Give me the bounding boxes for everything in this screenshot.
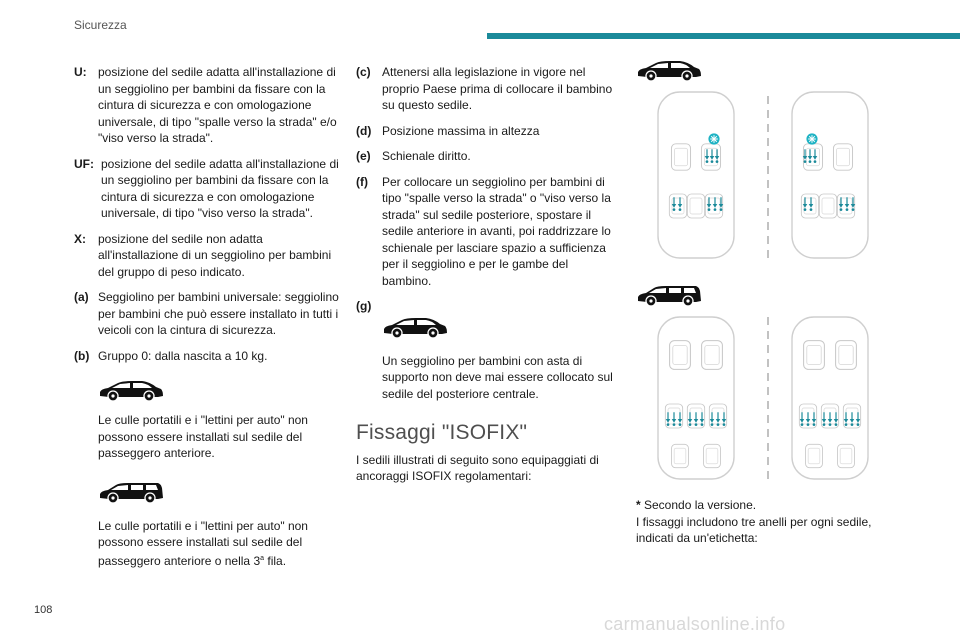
isofix-seat-diagram-wagon: [656, 313, 876, 483]
note-key: (a): [74, 290, 89, 304]
isofix-anchor-icon: [803, 197, 808, 211]
isofix-anchor-icon: [809, 197, 814, 211]
note-key: (e): [356, 149, 371, 163]
isofix-anchor-icon: [715, 149, 720, 163]
footnote-text: Secondo la versione.: [640, 498, 757, 512]
airbag-icon: [708, 133, 719, 144]
note-g: [356, 298, 618, 315]
column-right: [636, 64, 888, 547]
suv-car-icon: [98, 380, 344, 402]
column-middle: [356, 64, 618, 485]
section-header-title: Sicurezza: [74, 18, 127, 32]
suv-car-icon: [636, 60, 888, 82]
note-key: (c): [356, 65, 371, 79]
note-wagon-sup: a: [260, 554, 265, 562]
note-c: [356, 64, 618, 114]
isofix-anchor-icon: [713, 197, 718, 211]
note-text: Schienale diritto.: [382, 149, 471, 163]
note-text: Seggiolino per bambini universale: seggiolino per bambini che può essere installato in tutti i veicoli con la cintura di sicurezza.: [98, 290, 339, 337]
isofix-anchor-icon: [813, 149, 818, 163]
isofix-anchor-icon: [710, 149, 715, 163]
note-suv-text: Le culle portatili e i "lettini per auto" non possono essere installati sul sedile del passeggero anteriore.: [98, 413, 308, 460]
isofix-anchor-icon: [808, 149, 813, 163]
isofix-section-text: I sedili illustrati di seguito sono equipaggiati di ancoraggi ISOFIX regolamentari:: [356, 452, 599, 483]
car-topview-left: [658, 317, 734, 479]
note-d: [356, 123, 618, 140]
definition-text: posizione del sedile adatta all'installazione di un seggiolino per bambini da fissare con la cintura di sicurezza e con omologazione universale, di tipo "spalle verso la strada" e/o "viso verso la strada".: [98, 65, 337, 145]
isofix-rings-text: I fissaggi includono tre anelli per ogni sedile, indicati da un'etichetta:: [636, 514, 872, 545]
car-topview-right: [792, 317, 868, 479]
note-b: [74, 348, 344, 365]
definition-key: UF:: [74, 156, 94, 171]
isofix-anchor-icon: [839, 197, 844, 211]
isofix-anchor-icon: [678, 197, 683, 211]
definition-text: posizione del sedile adatta all'installazione di un seggiolino per bambini da fissare con la cintura di sicurezza e con omologazione universale, di tipo "viso verso la strada".: [101, 156, 339, 220]
airbag-icon: [806, 133, 817, 144]
definition-uf: [74, 156, 344, 222]
note-key: (b): [74, 348, 90, 363]
note-text: Per collocare un seggiolino per bambini di tipo "spalle verso la strada" o "viso verso la strada" sul sedile posteriore, spostare il sedile anteriore in avanti, poi raddrizzare lo schienale per lasciare spazio a sufficienza per il seggiolino e per le gambe del bambino.: [382, 174, 611, 288]
isofix-anchor-icon: [707, 197, 712, 211]
note-key: (g): [356, 299, 372, 313]
note-key: (d): [356, 123, 372, 138]
car-topview-left: [658, 92, 734, 258]
watermark-text: carmanualsonline.info: [604, 614, 786, 634]
isofix-section-title: Fissaggi "ISOFIX": [356, 421, 528, 444]
page-number: 108: [34, 604, 53, 616]
definition-text: posizione del sedile non adatta all'installazione di un seggiolino per bambini del gruppo di peso indicato.: [98, 231, 332, 279]
header-accent-bar: [487, 33, 960, 39]
note-text: Posizione massima in altezza: [382, 123, 540, 138]
note-wagon-suffix: fila.: [264, 553, 287, 568]
note-text: Attenersi alla legislazione in vigore nel proprio Paese prima di collocare il bambino su questo sedile.: [382, 65, 613, 112]
isofix-anchor-icon: [705, 149, 710, 163]
note-g-text: Un seggiolino per bambini con asta di supporto non deve mai essere collocato sul sedile del posteriore centrale.: [382, 353, 613, 401]
wagon-car-icon: [636, 285, 888, 307]
definition-u: [74, 64, 344, 147]
definition-key: U:: [74, 65, 87, 79]
note-f: [356, 174, 618, 290]
footnote-star: *: [636, 498, 641, 512]
note-wagon-text: [74, 518, 344, 570]
note-a: [74, 289, 344, 339]
footnote-version: [636, 497, 888, 514]
definition-x: [74, 231, 344, 281]
isofix-anchor-icon: [845, 197, 850, 211]
suv-car-icon: [382, 317, 618, 339]
note-key: (f): [356, 174, 368, 189]
isofix-seat-diagram-suv: [656, 86, 876, 266]
note-wagon-prefix: Le culle portatili e i "lettini per auto" non possono essere installati sul sedile del passeggero anteriore o nella 3: [98, 518, 308, 568]
car-topview-right: [792, 92, 868, 258]
column-left: [74, 64, 344, 579]
wagon-car-icon: [98, 482, 344, 504]
note-e: [356, 148, 618, 165]
note-text: Gruppo 0: dalla nascita a 10 kg.: [98, 348, 268, 363]
definition-key: X:: [74, 231, 86, 246]
